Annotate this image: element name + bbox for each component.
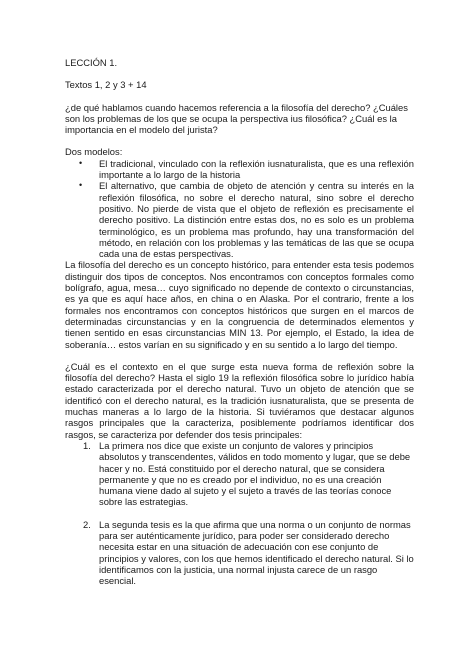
thesis-text: La primera nos dice que existe un conjunto de valores y principios absolutos y transcendentes, válidos en todo momento y lugar, que se debe hacer y no. Está constituido por el derecho natural, que se considera permanente y que no es creado por el individuo, no es una creación humana viene dado al sujeto y el sujeto a través de las teorías conoce sobre las estrategias. <box>99 439 411 508</box>
thesis-spacer <box>65 508 414 519</box>
models-list <box>65 158 414 260</box>
model-text: El alternativo, que cambia de objeto de atención y centra su interés en la reflexión filosófica, no sobre el derecho natural, sino sobre el derecho positivo. No pierde de vista que el objeto de reflexión es precisamente el derecho positivo. La distinción entre estas dos, no es solo es un problema terminológico, es un problema mas profundo, hay una transformación del método, en relación con los problemas y las temáticas de las que se ocupa cada una de estas perspectivas. <box>99 180 414 260</box>
thesis-text: La segunda tesis es la que afirma que una norma o un conjunto de normas para ser auténticamente jurídico, para poder ser considerado derecho necesita estar en una situación de adecuación con ese conjunto de principios y valores, con los que hemos identificado el derecho natural. Si lo identificamos con la justicia, una normal injusta carece de un rasgo esencial. <box>99 518 414 587</box>
models-heading: Dos modelos: <box>65 146 123 158</box>
thesis-item-1 <box>65 440 414 508</box>
thesis-number: 2. <box>83 518 91 530</box>
model-item-traditional <box>65 158 414 181</box>
texts-reference: Textos 1, 2 y 3 + 14 <box>65 79 147 91</box>
thesis-item-2 <box>65 519 414 587</box>
theses-list <box>65 440 414 587</box>
bullet-icon: • <box>79 180 83 191</box>
intro-questions: ¿de qué hablamos cuando hacemos referencia a la filosofía del derecho? ¿Cuáles son los problemas de los que se ocupa la perspectiva ius filosófica? ¿Cuál es la importancia en el modelo del jurista? <box>65 101 408 136</box>
thesis-number: 1. <box>83 439 91 451</box>
model-text: El tradicional, vinculado con la reflexión iusnaturalista, que es una reflexión importante a lo largo de la historia <box>99 157 414 181</box>
paragraph-historical-concept: La filosofía del derecho es un concepto histórico, para entender esta tesis podemos distinguir dos tipos de conceptos. Nos encontramos con conceptos formales como bolígrafo, agua, mesa… cuyo significado no depende de contexto o circunstancias, es ya que es aquí hace años, en china o en Alaska. Por el contrario, frente a los formales nos encontramos con conceptos históricos que surgen en el marcos de determinadas circunstancias y en la congruencia de determinados elementos y tienen sentido en esas circunstancias MIN 13. Por ejemplo, el Estado, la idea de soberanía… estos varían en su significado y en su sentido a lo largo del tiempo. <box>65 259 414 350</box>
bullet-icon: • <box>79 157 83 168</box>
model-item-alternative <box>65 180 414 259</box>
lesson-title: LECCIÓN 1. <box>65 57 118 68</box>
paragraph-context: ¿Cuál es el contexto en el que surge esta nueva forma de reflexión sobre la filosofía del derecho? Hasta el siglo 19 la reflexión filosófica sobre lo jurídico había estado caracterizada por el derecho natural. Tuvo un objeto de atención que se identificó con el derecho natural, es la tradición iusnaturalista, que se presenta de muchas maneras a lo largo de la historia. Si tuviéramos que destacar algunos rasgos principales que la caracteriza, posiblemente podríamos identificar dos rasgos, se caracteriza por defender dos tesis principales: <box>65 360 414 440</box>
